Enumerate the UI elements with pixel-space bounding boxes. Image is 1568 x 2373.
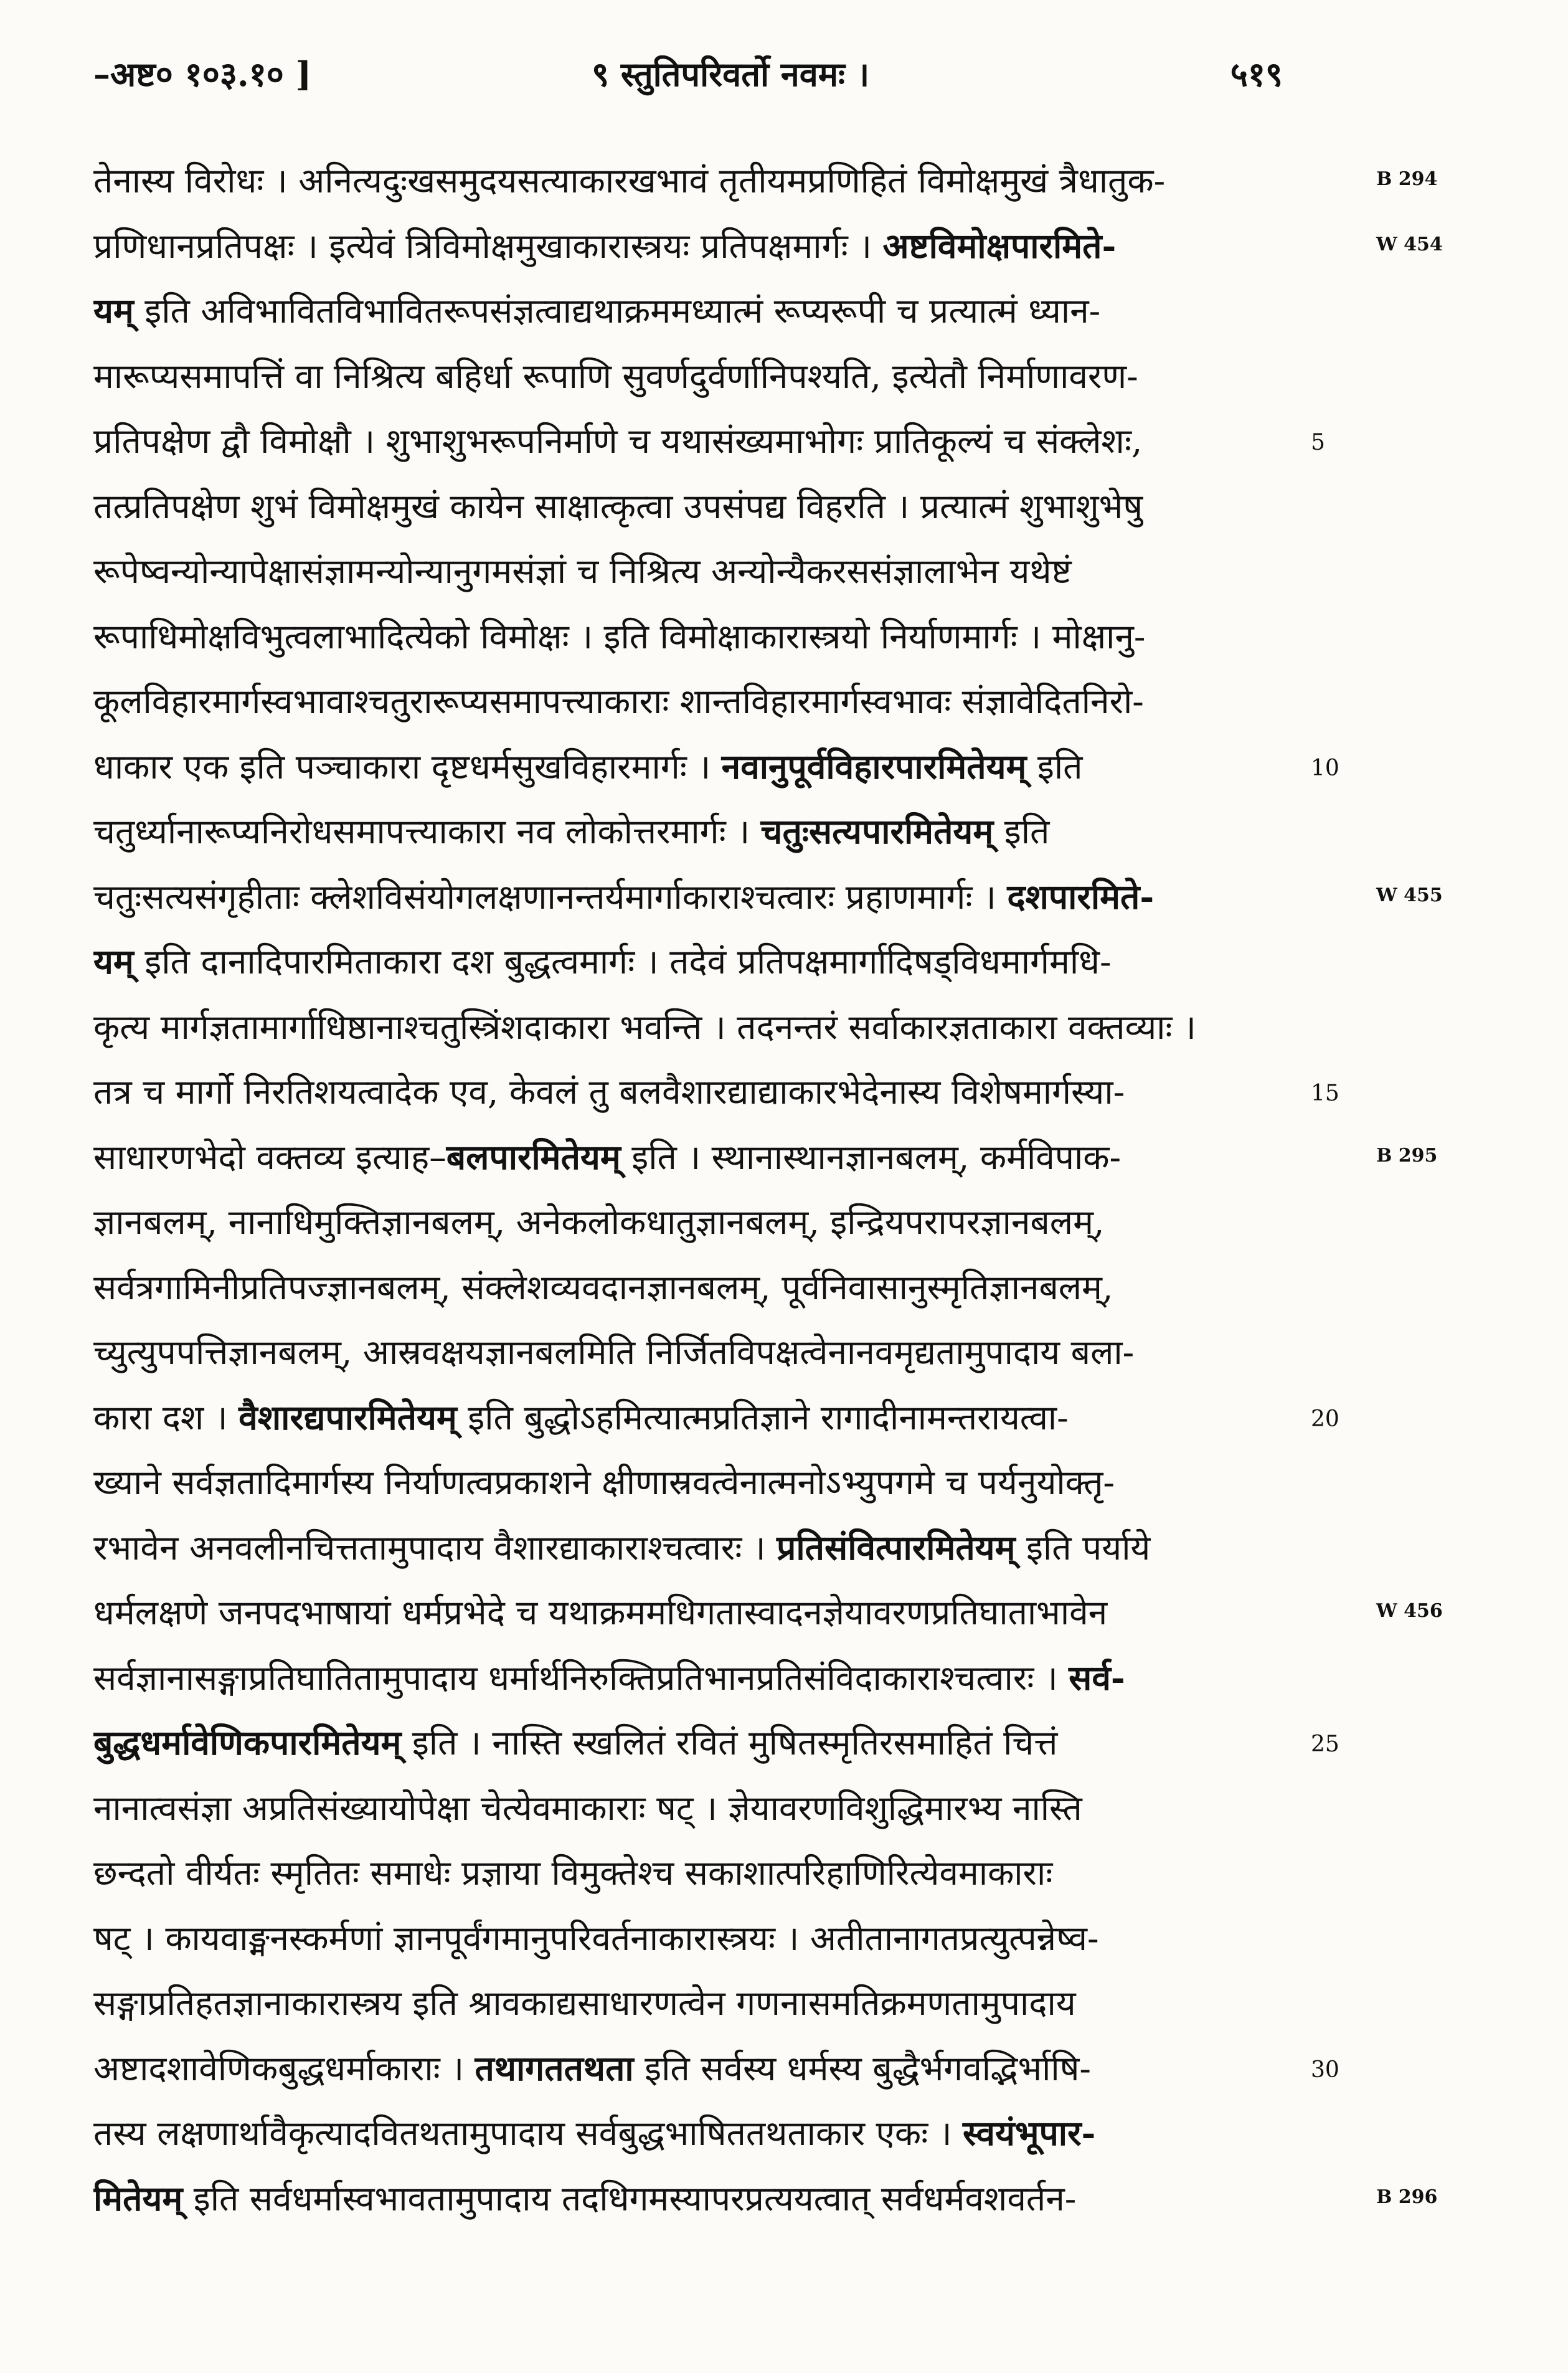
text-segment: रभावेन अनवलीनचित्ततामुपादाय वैशारद्याकाराश्चत्वारः । <box>93 1527 777 1568</box>
text-segment: च्युत्युपपत्तिज्ञानबलम्, आस्रवक्षयज्ञानबलमिति निर्जितविपक्षत्वेनानवमृद्यतामुपादाय बला- <box>93 1332 1135 1372</box>
text-segment: इति । नास्ति स्खलितं रवितं मुषितस्मृतिरसमाहितं चित्तं <box>401 1723 1058 1763</box>
text-segment: इति सर्वस्य धर्मस्य बुद्धैर्भगवद्भिर्भाषि- <box>633 2048 1092 2088</box>
text-segment: चतुःसत्यसंगृहीताः क्लेशविसंयोगलक्षणानन्तर्यमार्गाकाराश्चत्वारः प्रहाणमार्गः । <box>93 876 1008 917</box>
bold-term: नवानुपूर्वविहारपारमितेयम् <box>721 746 1027 787</box>
margin-reference: W 454 <box>1376 233 1443 255</box>
text-segment: कारा दश । <box>93 1397 239 1438</box>
line-number: 5 <box>1311 430 1325 455</box>
text-line <box>93 221 1283 271</box>
running-header <box>93 50 1283 100</box>
text-line <box>93 1523 1283 1573</box>
header-chapter-title: ९ स्तुतिपरिवर्तो नवमः । <box>592 54 870 94</box>
text-segment: ज्ञानबलम्, नानाधिमुक्तिज्ञानबलम्, अनेकलोकधातुज्ञानबलम्, इन्द्रियपरापरज्ञानबलम्, <box>93 1202 1105 1242</box>
margin-reference: W 456 <box>1376 1600 1443 1622</box>
margin-reference: B 296 <box>1376 2186 1438 2208</box>
text-segment: सङ्गाप्रतिहतज्ञानाकारास्त्रय इति श्रावकाद्यसाधारणत्वेन गणनासमतिक्रमणतामुपादाय <box>93 1983 1076 2023</box>
text-line <box>93 416 1283 466</box>
text-line <box>93 286 1283 336</box>
text-line <box>93 676 1283 726</box>
text-line <box>93 1848 1283 1898</box>
text-segment: तेनास्य विरोधः । अनित्यदुःखसमुदयसत्याकारखभावं तृतीयमप्रणिहितं विमोक्षमुखं त्रैधातुक- <box>93 161 1166 201</box>
text-line <box>93 807 1283 856</box>
text-line <box>93 1913 1283 1963</box>
text-line <box>93 1067 1283 1117</box>
text-segment: नानात्वसंज्ञा अप्रतिसंख्यायोपेक्षा चेत्येवमाकाराः षट् । ज्ञेयावरणविशुद्धिमारभ्य नास्ति <box>93 1788 1082 1828</box>
bold-term: तथागततथता <box>475 2047 634 2088</box>
text-line <box>93 1653 1283 1703</box>
text-segment: प्रणिधानप्रतिपक्षः । इत्येवं त्रिविमोक्षमुखाकारास्त्रयः प्रतिपक्षमार्गः । <box>93 225 883 266</box>
text-line <box>93 937 1283 987</box>
text-line <box>93 2174 1283 2224</box>
text-segment: रूपेष्वन्योन्यापेक्षासंज्ञामन्योन्यानुगमसंज्ञां च निश्रित्य अन्योन्यैकरससंज्ञालाभेन यथेष्टं <box>93 551 1072 591</box>
text-segment: सर्वत्रगामिनीप्रतिपज्ज्ञानबलम्, संक्लेशव्यवदानज्ञानबलम्, पूर्वनिवासानुस्मृतिज्ञानबलम्, <box>93 1267 1113 1307</box>
text-segment: कृत्य मार्गज्ञतामार्गाधिष्ठानाश्चतुस्त्रिंशदाकारा भवन्ति । तदनन्तरं सर्वाकारज्ञताकारा वक्तव्याः । <box>93 1007 1196 1047</box>
line-number: 20 <box>1311 1406 1339 1432</box>
text-segment: तत्र च मार्गो निरतिशयत्वादेक एव, केवलं तु बलवैशारद्याद्याकारभेदेनास्य विशेषमार्गस्या- <box>93 1072 1125 1112</box>
text-segment: षट् । कायवाङ्मनस्कर्मणां ज्ञानपूर्वंगमानुपरिवर्तनाकारास्त्रयः । अतीतानागतप्रत्युत्पन्नेष्व- <box>93 1918 1099 1958</box>
text-segment: धाकार एक इति पञ्चाकारा दृष्टधर्मसुखविहारमार्गः । <box>93 746 722 787</box>
text-segment: धर्मलक्षणे जनपदभाषायां धर्मप्रभेदे च यथाक्रममधिगतास्वादनज्ञेयावरणप्रतिघाताभावेन <box>93 1593 1108 1632</box>
bold-term: दशपारमिते- <box>1007 876 1155 917</box>
text-line <box>93 1197 1283 1247</box>
text-segment: रूपाधिमोक्षविभुत्वलाभादित्येको विमोक्षः । इति विमोक्षाकारास्त्रयो निर्याणमार्गः । मोक्षानु- <box>93 616 1146 656</box>
line-number: 25 <box>1311 1731 1339 1757</box>
text-segment: तत्प्रतिपक्षेण शुभं विमोक्षमुखं कायेन साक्षात्कृत्वा उपसंपद्य विहरति । प्रत्यात्मं शुभाशुभेषु <box>93 486 1143 526</box>
text-segment: तस्य लक्षणार्थावैकृत्यादवितथतामुपादाय सर्वबुद्धभाषिततथताकार एकः । <box>93 2113 963 2153</box>
text-line <box>93 612 1283 661</box>
text-line <box>93 1002 1283 1052</box>
text-line <box>93 1132 1283 1182</box>
text-line <box>93 1588 1283 1637</box>
bold-term: अष्टविमोक्षपारमिते- <box>882 225 1117 266</box>
bold-term: यम् <box>93 941 134 982</box>
text-line <box>93 1783 1283 1833</box>
text-segment: अष्टादशावेणिकबुद्धधर्माकाराः । <box>93 2048 475 2088</box>
text-segment: इति <box>1026 746 1083 787</box>
text-line <box>93 1718 1283 1768</box>
text-line <box>93 546 1283 596</box>
margin-reference: W 455 <box>1376 884 1443 906</box>
text-line <box>93 1457 1283 1507</box>
text-segment: चतुर्ध्यानारूप्यनिरोधसमापत्त्याकारा नव लोकोत्तरमार्गः । <box>93 812 761 851</box>
text-segment: सर्वज्ञानासङ्गाप्रतिघातितामुपादाय धर्मार्थनिरुक्तिप्रतिभानप्रतिसंविदाकाराश्चत्वारः । <box>93 1657 1069 1698</box>
bold-term: बलपारमितेयम् <box>446 1136 621 1177</box>
text-line <box>93 481 1283 531</box>
line-number: 30 <box>1311 2057 1339 2083</box>
bold-term: यम् <box>93 290 134 331</box>
header-page-number: ५१९ <box>1230 54 1283 94</box>
text-segment: साधारणभेदो वक्तव्य इत्याह– <box>93 1137 446 1177</box>
text-segment: कूलविहारमार्गस्वभावाश्चतुरारूप्यसमापत्त्याकाराः शान्तविहारमार्गस्वभावः संज्ञावेदितनिरो- <box>93 681 1144 721</box>
bold-term: सर्व- <box>1069 1657 1125 1698</box>
header-verse-ref: –अष्ट० १०३.१० ] <box>93 54 312 94</box>
text-segment: इति सर्वधर्मास्वभावतामुपादाय तदधिगमस्यापरप्रत्ययत्वात् सर्वधर्मवशवर्तन- <box>182 2178 1077 2219</box>
text-line <box>93 2108 1283 2158</box>
text-segment: इति । स्थानास्थानज्ञानबलम्, कर्मविपाक- <box>620 1137 1122 1177</box>
text-segment: इति पर्याये <box>1015 1527 1151 1568</box>
text-line <box>93 2044 1283 2093</box>
line-number: 10 <box>1311 755 1339 781</box>
text-line <box>93 1262 1283 1312</box>
text-line <box>93 156 1283 206</box>
bold-term: चतुःसत्यपारमितेयम् <box>760 811 994 851</box>
text-segment: प्रतिपक्षेण द्वौ विमोक्षौ । शुभाशुभरूपनिर्माणे च यथासंख्यमाभोगः प्रातिकूल्यं च संक्लेशः, <box>93 421 1143 461</box>
bold-term: वैशारद्यपारमितेयम् <box>239 1396 457 1438</box>
bold-term: प्रतिसंवित्पारमितेयम् <box>777 1527 1016 1568</box>
text-segment: इति <box>993 812 1050 851</box>
line-number: 15 <box>1311 1081 1339 1106</box>
text-segment: इति अविभावितविभावितरूपसंज्ञत्वाद्यथाक्रममध्यात्मं रूप्यरूपी च प्रत्यात्मं ध्यान- <box>133 291 1101 331</box>
text-segment: छन्दतो वीर्यतः स्मृतितः समाधेः प्रज्ञाया विमुक्तेश्च सकाशात्परिहाणिरित्येवमाकाराः <box>93 1853 1053 1893</box>
text-line <box>93 742 1283 792</box>
bold-term: बुद्धधर्मावेणिकपारमितेयम् <box>93 1722 402 1763</box>
text-line <box>93 1393 1283 1442</box>
text-line <box>93 872 1283 922</box>
text-segment: मारूप्यसमापत्तिं वा निश्रित्य बहिर्धा रूपाणि सुवर्णदुर्वर्णानिपश्यति, इत्येतौ निर्माणावरण- <box>93 356 1138 396</box>
margin-reference: B 294 <box>1376 168 1438 190</box>
text-segment: ख्याने सर्वज्ञतादिमार्गस्य निर्याणत्वप्रकाशने क्षीणास्रवत्वेनात्मनोऽभ्युपगमे च पर्यनुयोक्तृ- <box>93 1462 1115 1502</box>
bold-term: स्वयंभूपार- <box>963 2113 1096 2153</box>
text-segment: इति बुद्धोऽहमित्यात्मप्रतिज्ञाने रागादीनामन्तरायत्वा- <box>456 1397 1069 1438</box>
text-line <box>93 351 1283 401</box>
text-segment: इति दानादिपारमिताकारा दश बुद्धत्वमार्गः । तदेवं प्रतिपक्षमार्गादिषड्विधमार्गमधि- <box>133 942 1112 982</box>
text-line <box>93 1978 1283 2028</box>
bold-term: मितेयम् <box>93 2177 183 2219</box>
text-line <box>93 1327 1283 1377</box>
margin-reference: B 295 <box>1376 1144 1438 1167</box>
